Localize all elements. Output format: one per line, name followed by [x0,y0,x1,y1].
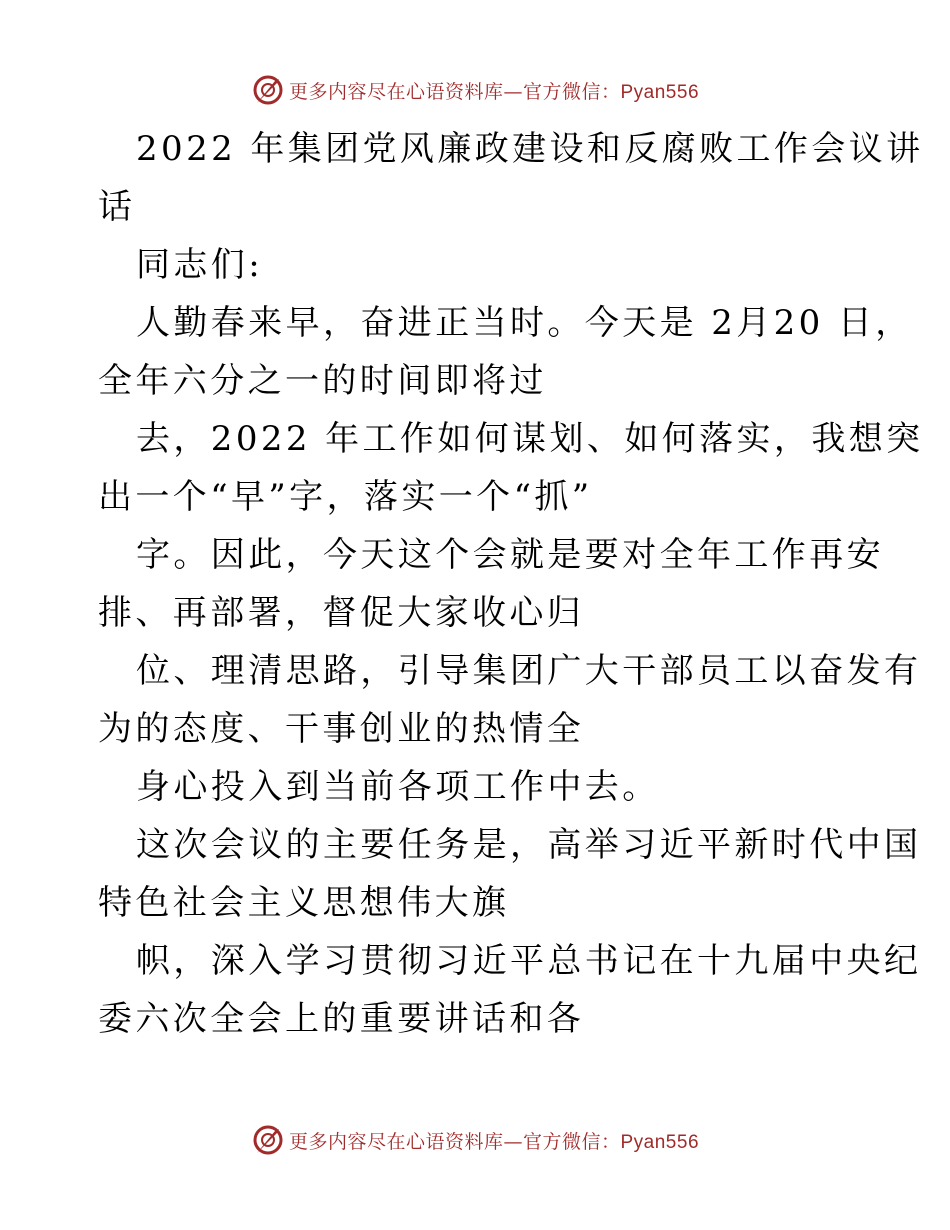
text-line: 出一个“早”字，落实一个“抓” [98,477,593,517]
text-line: 字。因此，今天这个会就是要对全年工作再安 [136,535,884,575]
text-line: 身心投入到当前各项工作中去。 [136,767,660,807]
text-line: 同志们: [136,245,264,285]
footer-watermark [0,1120,950,1160]
watermark-wechat-id: Pyan556 [620,1131,700,1153]
quill-logo-icon [251,1123,285,1157]
text-line: 人勤春来早，奋进正当时。今天是 2月20 日， [136,303,913,343]
text-line: 排、再部署，督促大家收心归 [98,593,585,633]
watermark-text: 更多内容尽在心语资料库—官方微信：Pyan556 [288,80,700,103]
text-line: 去，2022 年工作如何谋划、如何落实，我想突 [136,419,924,459]
text-line: 全年六分之一的时间即将过 [98,361,547,401]
text-line: 为的态度、干事创业的热情全 [98,709,585,749]
text-line: 话 [98,187,136,227]
text-line: 特色社会主义思想伟大旗 [98,883,510,923]
document-body [98,120,924,1048]
text-line: 这次会议的主要任务是，高举习近平新时代中国 [136,825,922,865]
header-watermark [0,70,950,110]
text-line: 位、理清思路，引导集团广大干部员工以奋发有 [136,651,922,691]
text-line: 2022 年集团党风廉政建设和反腐败工作会议讲 [136,129,924,169]
quill-logo-icon [251,73,285,107]
text-line: 帜，深入学习贯彻习近平总书记在十九届中央纪 [136,941,922,981]
text-line: 委六次全会上的重要讲话和各 [98,999,585,1039]
watermark-wechat-id: Pyan556 [620,81,700,103]
watermark-text: 更多内容尽在心语资料库—官方微信：Pyan556 [288,1130,700,1153]
